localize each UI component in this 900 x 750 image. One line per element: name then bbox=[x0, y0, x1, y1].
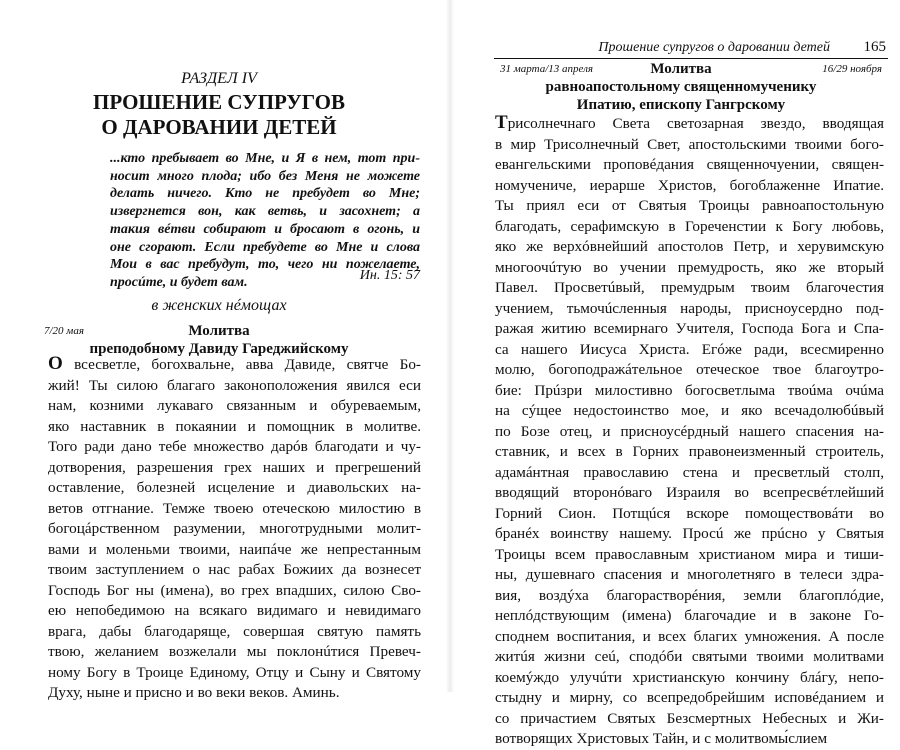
body-line: адамáнтная православию стена и пресветлый столп, bbox=[495, 463, 884, 481]
book-gutter bbox=[446, 0, 454, 692]
epigraph-line: Мои в вас пребудут, то, чего ни пожелаете, bbox=[110, 257, 420, 273]
body-line: бранéх воинству нашему. Просú же прúсно у Святыя bbox=[495, 525, 884, 542]
body-line: ставник, и всех в Горних правонеизменный строитель, bbox=[495, 443, 884, 460]
body-line: жий! Ты силою благаго законоположения явился еси bbox=[48, 376, 421, 394]
body-line: врага, дабы благодарящe, совершая святую память bbox=[48, 622, 421, 640]
body-line bbox=[495, 113, 884, 135]
section-label: РАЗДЕЛ IV bbox=[181, 70, 257, 87]
body-line: вотворящих Христовых Тайн, и с молитвомы́слием bbox=[495, 730, 828, 747]
prayer-date: 7/20 мая bbox=[44, 325, 84, 337]
body-line: номучениче, иерарше Христов, богоблаженне Ипатие. bbox=[495, 176, 884, 194]
epigraph-line: оне сгорают. Если пребудете во Мне и слова bbox=[110, 239, 420, 255]
prayer-subtitle-line-1: равноапостольному священномученику bbox=[545, 79, 817, 95]
prayer-subtitle-line-2: Ипатию, епископу Гангрскому bbox=[576, 97, 786, 113]
body-line: неплóдствующим (имена) благочадие и в законе Го- bbox=[495, 607, 884, 624]
body-line: Духу, ныне и присно и во веки веков. Аминь. bbox=[48, 684, 340, 701]
drop-cap: О bbox=[48, 353, 63, 374]
body-line: по Бозе отец, и присноусéрдный нашего спасения на- bbox=[495, 422, 884, 440]
body-line: бие: Прúзри милостивно богосветлыма твоúма очúма bbox=[495, 381, 884, 399]
body-line: вия, воздýха благорастворéния, земли благоплóдие, bbox=[495, 586, 884, 604]
drop-cap: Т bbox=[495, 112, 508, 133]
subsection-title: в женских нéмощах bbox=[151, 297, 287, 314]
body-line: споднем воспитания, и всех благих умножения. А после bbox=[495, 627, 884, 645]
page-number: 165 bbox=[863, 39, 886, 55]
body-line-text: всесветле, богохвальне, авва Давиде, святче Бо- bbox=[62, 356, 421, 373]
section-title bbox=[0, 90, 438, 140]
body-line: твою, желанием возжелали мы поклонúтися Превеч- bbox=[48, 643, 421, 660]
body-line: на сýщее недостоинство мое, и яко всечадолюбúвый bbox=[495, 402, 884, 419]
body-line: Господь Бог ны (имена), во грех впадших, силою Сво- bbox=[48, 581, 421, 599]
body-line: дотворения, разрешения грех наших и прегрешений bbox=[48, 458, 421, 476]
left-page bbox=[0, 0, 438, 701]
body-line: в мир Трисолнечный Свет, апостольскими твоими бого- bbox=[495, 135, 884, 153]
body-line: молю, богоподражáтельное отеческое твое благоутро- bbox=[495, 361, 884, 378]
epigraph-reference: Ин. 15: 57 bbox=[359, 268, 420, 283]
body-line: благодать, серафимскую в Гореченстии к Богу любовь, bbox=[495, 217, 884, 235]
body-line: вами и моленьми твоими, наипáче же непрестанным bbox=[48, 540, 421, 558]
body-line: оставление, болезней исцеление и диавольских на- bbox=[48, 479, 421, 496]
running-title: Прошение супругов о даровании детей bbox=[598, 40, 830, 55]
epigraph-line: просúте, и будет вам. bbox=[110, 274, 248, 290]
epigraph-line: такия вéтви собирают и бросают в огонь, и bbox=[110, 221, 420, 237]
body-line: учением, тьмочúсленныя народы, присноусердно под- bbox=[495, 299, 884, 317]
body-line: Горний Сион. Потщúся вскоре помоществовáти во bbox=[495, 504, 884, 522]
body-line: Того ради дано тебе множество дарóв благодати и чу- bbox=[48, 438, 421, 455]
prayer-title: Молитва bbox=[650, 61, 712, 77]
running-head bbox=[494, 38, 888, 59]
body-line: стыдну и мирну, со всепредобрейшим исповéданием и bbox=[495, 689, 884, 706]
body-line: са нашего Иисуса Христа. Егóже ради, всесмиренно bbox=[495, 340, 884, 358]
section-title-line-1: ПРОШЕНИЕ СУПРУГОВ bbox=[93, 90, 345, 114]
body-line: ны, душевнаго спасения и многолетняго в телеси здра- bbox=[495, 566, 884, 583]
body-line: твоим заступлением о нас рабах Божиих да вознесет bbox=[48, 561, 421, 578]
prayer-date-end: 16/29 ноября bbox=[822, 63, 882, 75]
section-title-line-2: О ДАРОВАНИИ ДЕТЕЙ bbox=[101, 115, 337, 139]
prayer-body bbox=[495, 113, 884, 750]
body-line: житúя жизни сеú, сподóби святыми твоими молитвами bbox=[495, 648, 884, 665]
right-page bbox=[462, 0, 900, 747]
body-line: богоцáрственном разумении, многотрудными молит- bbox=[48, 520, 421, 537]
epigraph-line: носит много плода; ибо без Меня не можете bbox=[110, 168, 420, 184]
body-line: яко наставник в покаянии и помощник в молитве. bbox=[48, 417, 421, 435]
prayer-subtitle: преподобному Давиду Гареджийскому bbox=[89, 341, 349, 357]
epigraph-line: извергнется вон, как ветвь, и засохнет; а bbox=[110, 204, 420, 220]
prayer-body bbox=[48, 354, 421, 704]
prayer-title: Молитва bbox=[188, 323, 250, 339]
body-line: ею непобедимою на всякаго видимаго и невидимаго bbox=[48, 602, 421, 619]
body-line: евангельскими проповéдания священночуении, священ- bbox=[495, 156, 884, 173]
body-line: Ты приял еси от Святыя Троицы равноапостольную bbox=[495, 197, 884, 214]
body-line: многоочúтую во учении премудрость, яко же вторый bbox=[495, 258, 884, 276]
body-line: Троицы всем православным христианом мира и тиши- bbox=[495, 545, 884, 563]
body-line: со причастием Святых Безсмертных Небесных и Жи- bbox=[495, 709, 884, 727]
body-line-text: рисолнечнаго Света светозарная звездо, вводящая bbox=[507, 115, 884, 132]
body-line: яко же верхóвнейший апостолов Петр, и херувимскую bbox=[495, 238, 884, 255]
prayer-date-start: 31 марта/13 апреля bbox=[500, 63, 594, 75]
body-line: ному Богу в Троице Единому, Отцу и Сыну и Святому bbox=[48, 663, 421, 681]
body-line: Павел. Просветúвый, премудрым твоим благочестия bbox=[495, 279, 884, 296]
body-line: вводящий второнóваго Израиля во всепресвéтлейший bbox=[495, 484, 884, 501]
body-line bbox=[48, 354, 421, 376]
body-line: коемýждо улучúти христианскую кончину блáгу, непо- bbox=[495, 668, 884, 686]
epigraph-line: ...кто пребывает во Мне, и Я в нем, тот при- bbox=[110, 151, 420, 166]
body-line: ветов отгнание. Темже твоею отеческою милостию в bbox=[48, 499, 421, 517]
body-line: ражая житию всемирнаго Учителя, Господа Бога и Спа- bbox=[495, 320, 884, 337]
body-line: нам, козними лукаваго связанным и обуреваемым, bbox=[48, 397, 421, 414]
epigraph-line: делать ничего. Кто не пребудет во Мне; bbox=[110, 186, 420, 202]
